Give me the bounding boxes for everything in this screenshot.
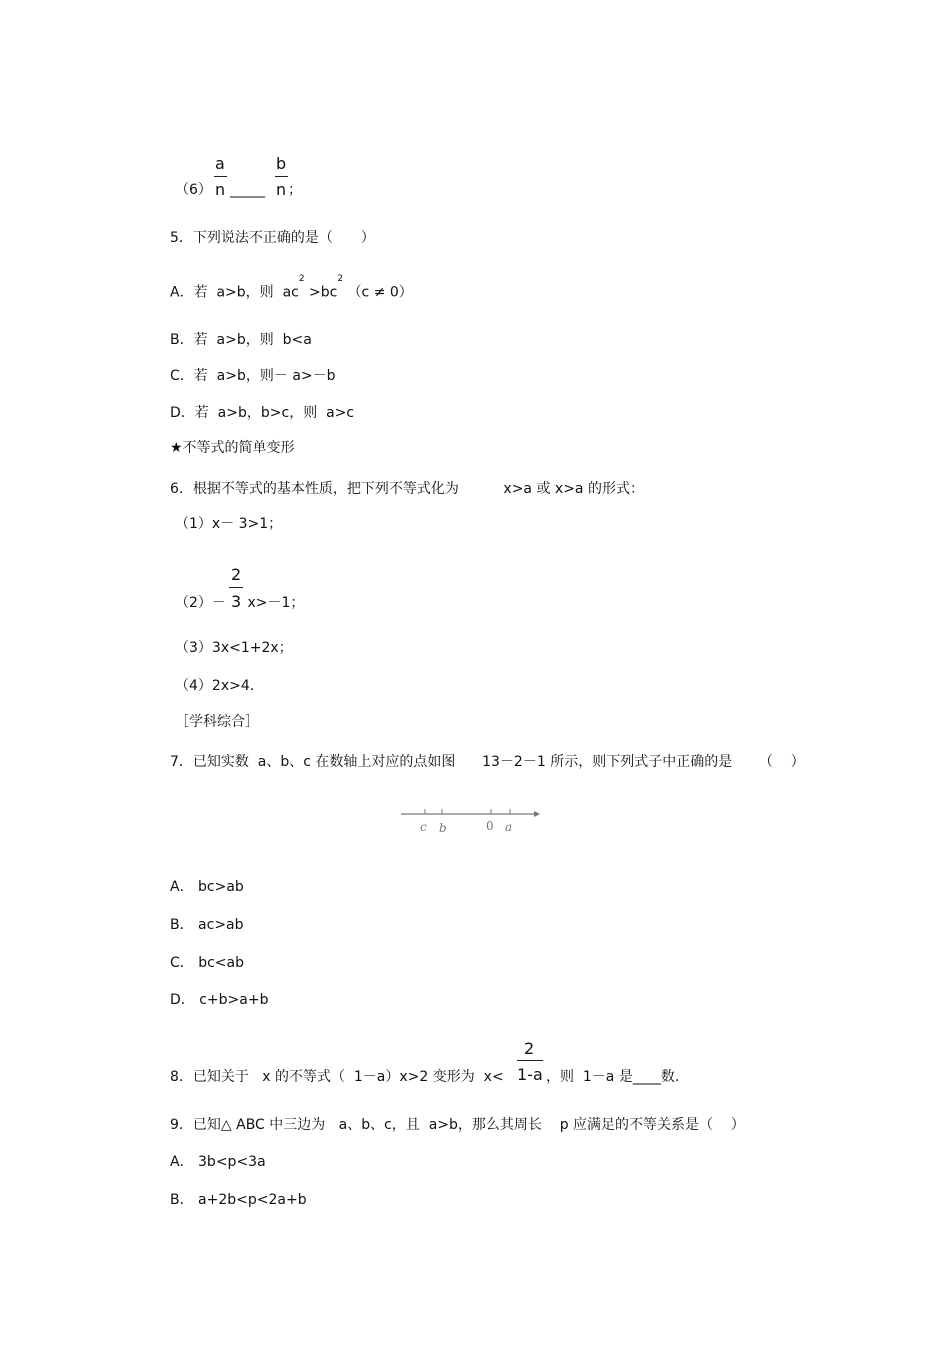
q8-fraction-bar: [517, 1060, 543, 1061]
q5-stem: 5．下列说法不正确的是（ ）: [170, 230, 375, 246]
q9-stem: 9．已知△ ABC 中三边为 a、b、c，且 a>b，那么其周长 p 应满足的不等关系是（ ）: [170, 1117, 745, 1133]
q6-stem: 6．根据不等式的基本性质，把下列不等式化为 x>a 或 x>a 的形式：: [170, 481, 644, 497]
q4-item6-end: ；: [288, 182, 302, 198]
q7-option-c: C． bc<ab: [170, 955, 245, 971]
q5-option-a-exp1: 2: [298, 274, 305, 284]
fraction-b-numerator: b: [276, 154, 287, 173]
q9-option-b: B． a+2b<p<2a+b: [170, 1192, 307, 1208]
q6-fraction-denominator: 3: [231, 592, 242, 611]
q6-part-2-label: （2）－: [175, 595, 226, 611]
section-heading-comprehensive: ［学科综合］: [175, 714, 259, 730]
fraction-a-numerator: a: [215, 154, 225, 173]
fraction-a-bar: [214, 176, 227, 177]
fraction-b-bar: [275, 176, 288, 177]
axis-label-c: c: [420, 820, 427, 834]
q8-stem-post: ，则 1－a 是____数.: [546, 1069, 680, 1085]
q5-option-a-mid: >bc: [304, 284, 338, 301]
q8-stem-pre: 8．已知关于 x 的不等式（ 1－a）x>2 变形为 x<: [170, 1069, 504, 1085]
q7-option-d: D． c+b>a+b: [170, 992, 269, 1008]
q7-option-b: B． ac>ab: [170, 917, 244, 933]
q6-part-1: （1）x－ 3>1；: [175, 516, 283, 532]
q4-item6-blank: _____: [230, 182, 265, 198]
q5-option-d: D．若 a>b，b>c，则 a>c: [170, 405, 355, 421]
q7-option-a: A． bc>ab: [170, 879, 244, 895]
q6-part-3: （3）3x<1+2x；: [175, 640, 293, 656]
q5-option-a-post: （c ≠ 0）: [343, 284, 413, 301]
number-line-arrowhead: [534, 811, 540, 817]
q6-fraction-numerator: 2: [231, 565, 242, 584]
fraction-a-denominator: n: [215, 180, 226, 199]
axis-label-0: 0: [486, 819, 494, 833]
q6-part-2-rest: x>－1；: [243, 595, 305, 611]
q5-option-a: [170, 274, 413, 301]
number-line-svg: [396, 804, 546, 838]
q8-fraction-numerator: 2: [524, 1039, 535, 1058]
number-line-figure: [396, 804, 546, 838]
axis-label-b: b: [439, 821, 447, 835]
q6-part-4: （4）2x>4．: [175, 678, 264, 694]
section-heading-simple-transform: ★不等式的简单变形: [170, 440, 295, 456]
axis-label-a: a: [505, 820, 513, 834]
q9-option-a: A． 3b<p<3a: [170, 1154, 266, 1170]
q6-fraction-bar: [229, 587, 243, 588]
q7-stem: 7．已知实数 a、b、c 在数轴上对应的点如图 13－2－1 所示，则下列式子中正确的是 （ ）: [170, 754, 805, 770]
q4-item6-label: （6）: [175, 182, 212, 198]
q5-option-a-pre: A．若 a>b，则 ac: [170, 284, 299, 301]
q8-fraction-denominator: 1-a: [517, 1065, 543, 1084]
q5-option-a-exp2: 2: [337, 274, 344, 284]
fraction-b-denominator: n: [276, 180, 287, 199]
q5-option-c: C．若 a>b，则－ a>－b: [170, 368, 336, 384]
q5-option-b: B．若 a>b，则 b<a: [170, 332, 312, 348]
